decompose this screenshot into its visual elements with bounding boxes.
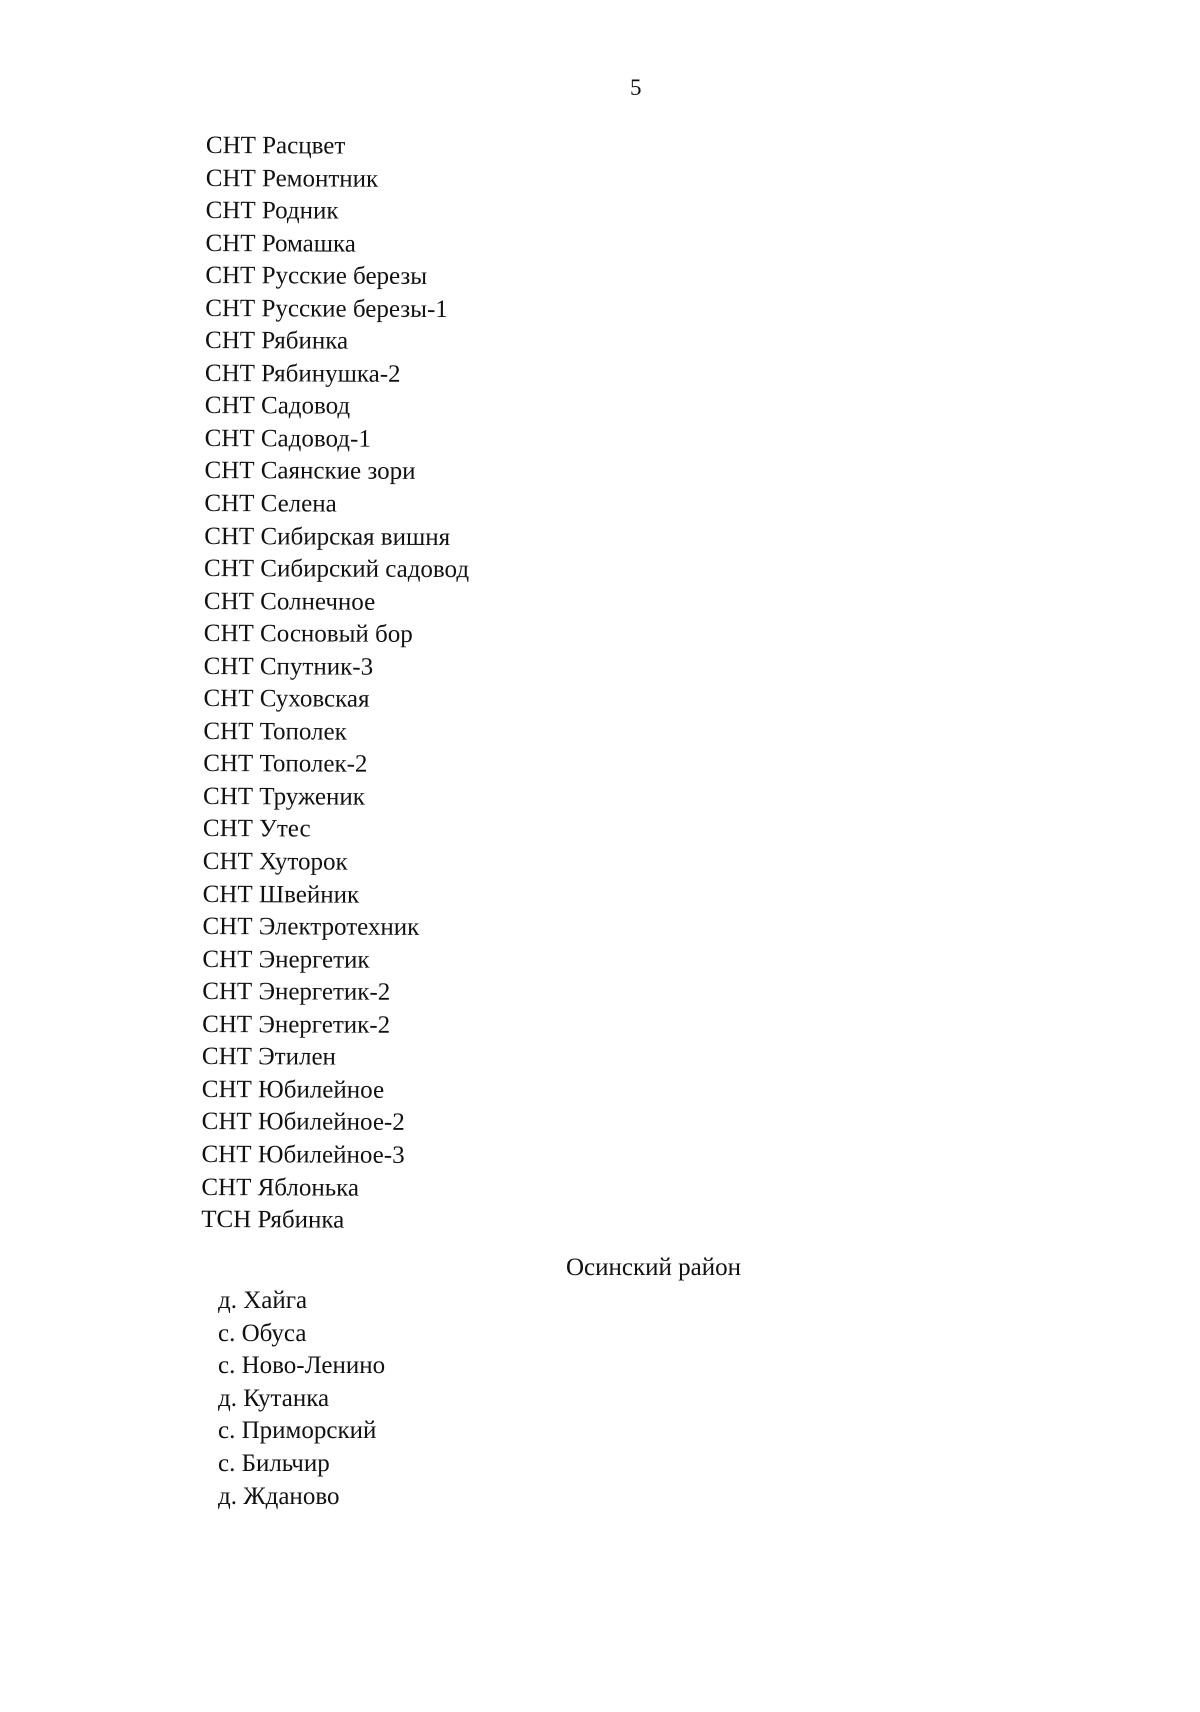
page-number: 5 — [630, 75, 642, 100]
list-item: СНТ Утес — [202, 815, 311, 843]
list-item: СНТ Тополек — [203, 717, 347, 746]
list-item: СНТ Рябинка — [205, 327, 349, 355]
list-item: СНТ Расцвет — [205, 131, 346, 160]
list-item: СНТ Суховская — [203, 685, 370, 714]
list-item: СНТ Швейник — [202, 880, 360, 909]
list-item: СНТ Селена — [204, 490, 337, 518]
list-item: СНТ Энергетик-2 — [202, 978, 391, 1007]
list-item: СНТ Русские березы-1 — [205, 294, 448, 323]
list-item: СНТ Юбилейное-2 — [201, 1108, 405, 1137]
list-item: с. Приморский — [218, 1417, 377, 1445]
district-title: Осинский район — [566, 1254, 742, 1281]
list-item: СНТ Юбилейное-3 — [201, 1140, 405, 1169]
list-item: СНТ Садовод-1 — [204, 424, 371, 453]
settlement-list — [218, 1285, 385, 1513]
list-item: д. Хайга — [218, 1287, 308, 1314]
list-item: СНТ Тополек-2 — [203, 750, 368, 779]
list-item: с. Обуса — [218, 1319, 307, 1347]
list-item: с. Бильчир — [218, 1449, 330, 1477]
list-item: СНТ Труженик — [203, 782, 366, 811]
list-item: д. Кутанка — [218, 1384, 330, 1412]
list-item: СНТ Саянские зори — [204, 457, 416, 486]
list-item: ТСН Рябинка — [201, 1206, 345, 1234]
list-item: СНТ Хуторок — [202, 848, 348, 876]
list-item: СНТ Спутник-3 — [203, 652, 374, 681]
list-item: СНТ Яблонька — [201, 1173, 360, 1202]
list-item: СНТ Энергетик-2 — [202, 1010, 391, 1039]
list-item: СНТ Рябинушка-2 — [204, 359, 401, 388]
list-item: СНТ Юбилейное — [201, 1075, 385, 1104]
list-item: СНТ Сосновый бор — [203, 620, 413, 649]
list-item: СНТ Солнечное — [203, 587, 376, 616]
snt-list — [201, 130, 906, 1240]
list-item: с. Ново-Ленино — [218, 1352, 386, 1380]
list-item: СНТ Русские березы — [205, 262, 428, 291]
list-item: СНТ Сибирская вишня — [204, 522, 451, 551]
list-item: СНТ Сибирский садовод — [204, 555, 470, 584]
list-item: СНТ Этилен — [201, 1043, 337, 1071]
list-item: д. Жданово — [218, 1482, 340, 1510]
list-item: СНТ Садовод — [204, 392, 351, 421]
list-item: СНТ Электротехник — [202, 913, 420, 942]
list-item: СНТ Родник — [205, 197, 339, 225]
list-item: СНТ Ремонтник — [205, 164, 379, 193]
list-item: СНТ Энергетик — [202, 945, 370, 974]
list-item: СНТ Ромашка — [205, 229, 356, 258]
